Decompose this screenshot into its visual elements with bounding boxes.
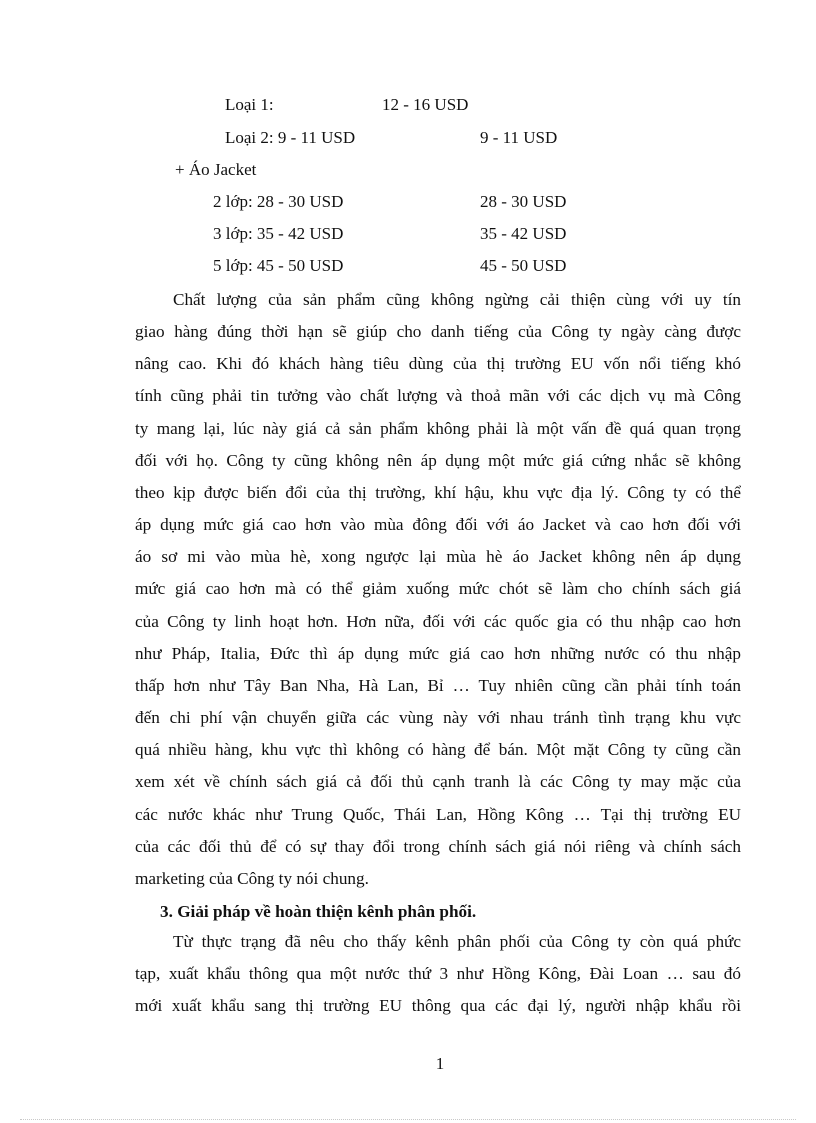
price-label-5-lop: 5 lớp: 45 - 50 USD [213, 256, 344, 275]
paragraph-line: thấp hơn như Tây Ban Nha, Hà Lan, Bỉ … Tuy nhiên cũng cần phải tính toán [135, 675, 741, 695]
price-label-2-lop: 2 lớp: 28 - 30 USD [213, 192, 344, 211]
paragraph-line: áp dụng mức giá cao hơn vào mùa đông đối với áo Jacket và cao hơn đối với [135, 515, 741, 535]
paragraph-line: tính cũng phải tin tưởng vào chất lượng và thoả mãn với các dịch vụ mà Công [135, 386, 741, 406]
price-value-loai-2: 9 - 11 USD [480, 128, 558, 147]
price-value-3-lop: 35 - 42 USD [480, 224, 567, 243]
price-group-jacket: + Áo Jacket [175, 160, 257, 179]
paragraph-line: quá nhiều hàng, khu vực thì không có hàng để bán. Một mặt Công ty cũng cần [135, 740, 741, 760]
section-heading: 3. Giải pháp về hoàn thiện kênh phân phối. [160, 902, 477, 921]
paragraph-line: Từ thực trạng đã nêu cho thấy kênh phân phối của Công ty còn quá phức [173, 932, 741, 951]
price-label-3-lop: 3 lớp: 35 - 42 USD [213, 224, 344, 243]
paragraph-line: đến chi phí vận chuyển giữa các vùng này với nhau tránh tình trạng khu vực [135, 708, 741, 728]
paragraph-line: nâng cao. Khi đó khách hàng tiêu dùng của thị trường EU vốn nổi tiếng khó [135, 354, 741, 374]
paragraph-line: đối với họ. Công ty cũng không nên áp dụng một mức giá cứng nhắc sẽ không [135, 450, 741, 470]
paragraph-line: Chất lượng của sản phẩm cũng không ngừng cải thiện cùng với uy tín [173, 290, 741, 309]
paragraph-line: như Pháp, Italia, Đức thì áp dụng mức giá cao hơn những nước có thu nhập [135, 643, 741, 663]
paragraph-line: của các đối thủ để có sự thay đổi trong chính sách giá nói riêng và chính sách [135, 836, 741, 856]
paragraph-line: các nước khác như Trung Quốc, Thái Lan, Hồng Kông … Tại thị trường EU [135, 804, 741, 824]
paragraph-line: mới xuất khẩu sang thị trường EU thông qua các đại lý, người nhập khẩu rồi [135, 996, 741, 1016]
price-label-loai-1: Loại 1: [225, 95, 274, 114]
price-label-loai-2: Loại 2: 9 - 11 USD [225, 128, 356, 147]
paragraph-line: áo sơ mi vào mùa hè, xong ngược lại mùa hè áo Jacket không nên áp dụng [135, 547, 741, 567]
paragraph-line: marketing của Công ty nói chung. [135, 868, 369, 888]
price-value-2-lop: 28 - 30 USD [480, 192, 567, 211]
paragraph-line: giao hàng đúng thời hạn sẽ giúp cho danh tiếng của Công ty ngày càng được [135, 322, 741, 342]
page-bottom-divider [20, 1119, 796, 1120]
paragraph-line: của Công ty linh hoạt hơn. Hơn nữa, đối với các quốc gia có thu nhập cao hơn [135, 611, 741, 631]
distribution-paragraph [135, 926, 741, 1022]
paragraph-line: mức giá cao hơn mà có thể giảm xuống mức chót sẽ làm cho chính sách giá [135, 579, 741, 599]
pricing-paragraph [135, 284, 741, 895]
paragraph-line: ty mang lại, lúc này giá cả sản phẩm không phải là một vấn đề quá quan trọng [135, 418, 741, 438]
price-value-loai-1: 12 - 16 USD [382, 95, 469, 114]
paragraph-line: tạp, xuất khẩu thông qua một nước thứ 3 như Hồng Kông, Đài Loan … sau đó [135, 964, 741, 984]
paragraph-line: xem xét về chính sách giá cả đối thủ cạnh tranh là các Công ty may mặc của [135, 772, 741, 792]
page-number: 1 [435, 1054, 445, 1073]
price-value-5-lop: 45 - 50 USD [480, 256, 567, 275]
paragraph-line: theo kịp được biến đổi của thị trường, khí hậu, khu vực địa lý. Công ty có thể [135, 482, 741, 502]
